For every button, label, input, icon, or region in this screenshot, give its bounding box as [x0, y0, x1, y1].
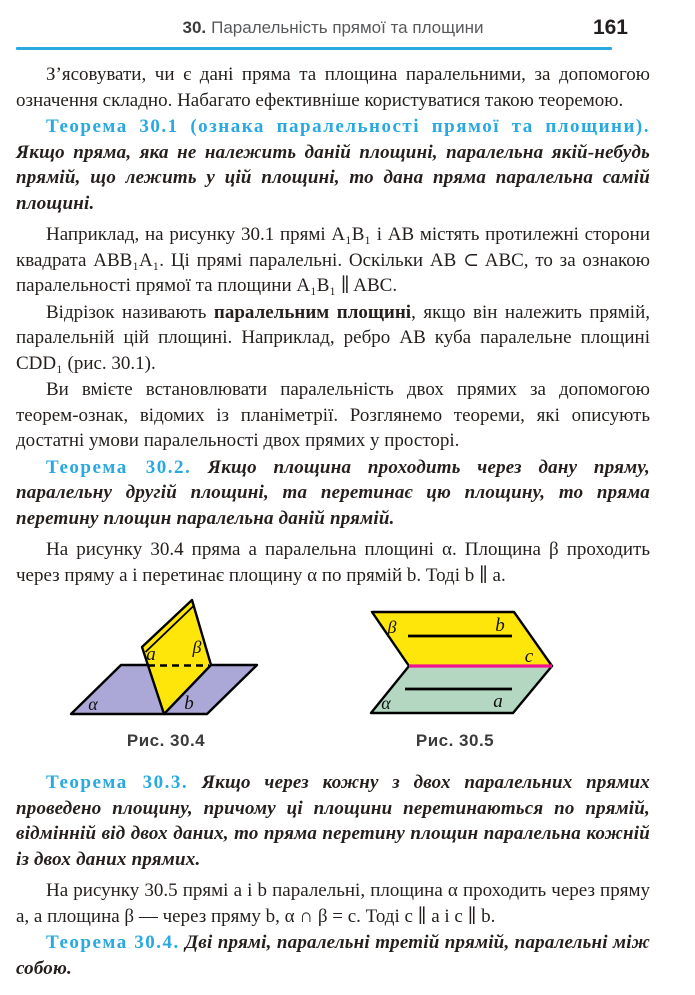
fig305-label-alpha: α — [381, 693, 391, 713]
theorem-30-3 — [16, 770, 650, 872]
paragraph-planimetry: Ви вмієте встановлювати паралельність двох прямих за допомогою теорем-ознак, відомих із планіметрії. Розглянемо теореми, які описують достатні умови паралельності двох прямих у просторі. — [16, 379, 650, 451]
fig304-label-a: a — [146, 644, 156, 665]
paragraph-figure-30-4-description: На рисунку 30.4 пряма a паралельна площині α. Площина β проходить через пряму a і перетинає площину α по прямій b. Тоді b ∥ a. — [16, 539, 650, 586]
section-title: Паралельність прямої та площини — [211, 18, 484, 37]
theorem-30-4-text: Дві прямі, паралельні третій прямій, паралельні між собою. — [16, 932, 650, 979]
page-number: 161 — [592, 16, 628, 39]
fig305-label-a: a — [493, 691, 503, 712]
paragraph-example-30-1: Наприклад, на рисунку 30.1 прямі A₁B₁ і AB містять протилежні сторони квадрата ABB₁A₁. Ці прямі паралельні. Оскільки AB ⊂ ABC, то за ознакою паралельності прямої та площини A₁B₁ ∥ ABC. — [16, 224, 650, 296]
theorem-30-4-label: Теорема 30.4. — [46, 932, 180, 953]
fig304-label-b: b — [184, 693, 194, 714]
section-number: 30. — [182, 18, 207, 37]
fig305-label-c: c — [524, 646, 534, 667]
theorem-30-1 — [16, 114, 650, 216]
fig305-label-beta: β — [387, 617, 397, 637]
theorem-30-4 — [16, 930, 650, 981]
theorem-30-3-text: Якщо через кожну з двох паралельних прямих проведено площину, причому ці площини перетинаються по прямій, відмінній від двох даних, то пряма перетину площин паралельна кожній із двох даних прямих. — [16, 772, 650, 870]
theorem-30-2-text: Якщо площина проходить через дану пряму, паралельну другій площині, та перетинає цю площину, то пряма перетину площин паралельна даній прямій. — [16, 456, 650, 529]
paragraph-segment-definition — [16, 300, 650, 377]
fig305-label-b: b — [495, 615, 505, 636]
paragraph-intro: З’ясовувати, чи є дані пряма та площина паралельними, за допомогою означення складно. Набагато ефективніше користуватися такою теоремою. — [16, 64, 650, 111]
running-head — [16, 14, 650, 44]
theorem-30-3-label: Теорема 30.3. — [46, 772, 189, 793]
figure-30-5-diagram — [355, 605, 570, 725]
segment-definition-start: Відрізок називають — [46, 301, 214, 323]
body-text — [16, 62, 650, 981]
theorem-30-1-text: Якщо пряма, яка не належить даній площині, паралельна якій-небудь прямій, що лежить у цій площині, то дана пряма паралельна самій площині. — [16, 141, 650, 214]
theorem-30-1-label: Теорема 30.1 (ознака паралельності прямої та площини). — [46, 116, 650, 137]
paragraph-figure-30-5-description: На рисунку 30.5 прямі a і b паралельні, площина α проходить через пряму a, а площина β — через пряму b, α ∩ β = c. Тоді c ∥ a і c ∥ b. — [16, 880, 650, 927]
fig304-label-alpha: α — [88, 694, 98, 714]
fig304-label-beta: β — [192, 637, 202, 657]
segment-definition-term: паралельним площині — [213, 301, 412, 323]
figure-30-4-caption: Рис. 30.4 — [126, 731, 206, 750]
figure-30-4-diagram — [54, 592, 304, 727]
theorem-30-2 — [16, 455, 650, 532]
header-rule — [16, 47, 612, 50]
figures-row — [16, 592, 650, 762]
section-heading — [16, 14, 650, 42]
figure-30-5-caption: Рис. 30.5 — [415, 731, 495, 750]
theorem-30-2-label: Теорема 30.2. — [46, 456, 192, 478]
segment-definition-end: , якщо він належить прямій, паралельній цій площині. Наприклад, ребро AB куба паралельне площині CDD₁ (рис. 30.1). — [16, 301, 651, 374]
